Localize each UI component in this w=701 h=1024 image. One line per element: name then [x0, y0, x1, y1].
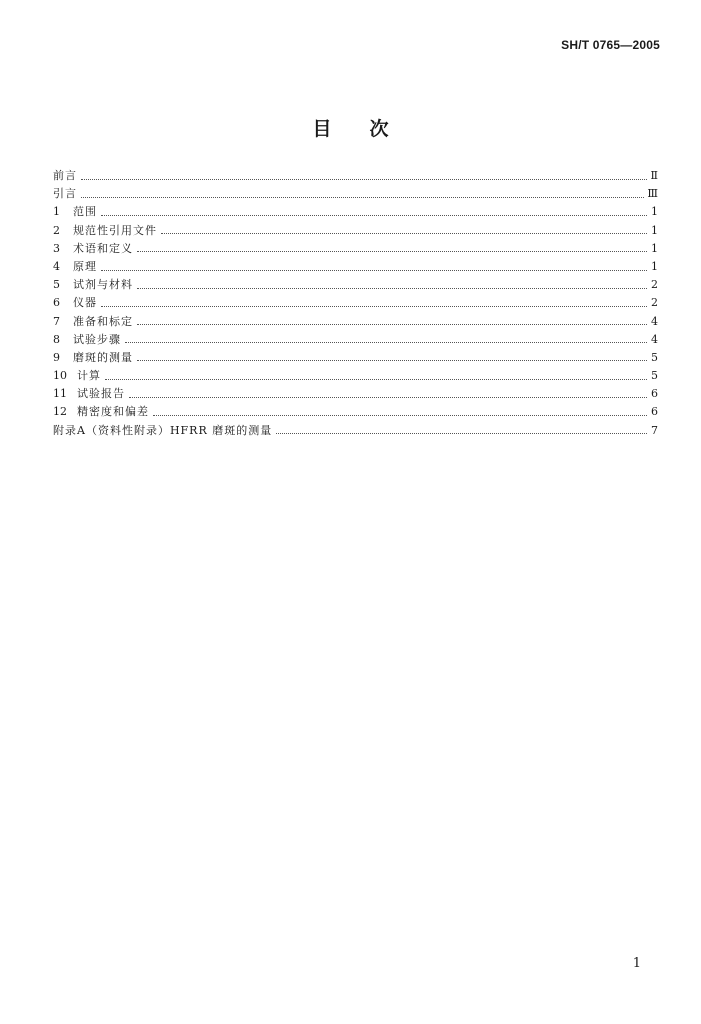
toc-entry-12[interactable]	[53, 403, 658, 421]
toc-entry-1[interactable]	[53, 203, 658, 221]
toc-entry-2[interactable]	[53, 222, 658, 240]
toc-leader-dots	[81, 179, 647, 180]
toc-entry-number: 1	[53, 205, 60, 219]
toc-entry-11[interactable]	[53, 385, 658, 403]
toc-entry-annex-a[interactable]	[53, 422, 658, 440]
toc-leader-dots	[137, 360, 647, 361]
toc-entry-page: 7	[651, 423, 658, 437]
toc-entry-foreword[interactable]	[53, 167, 658, 185]
toc-entry-number: 2	[53, 223, 60, 237]
toc-leader-dots	[153, 415, 647, 416]
toc-entry-label: 范围	[73, 205, 97, 219]
toc-leader-dots	[125, 342, 647, 343]
toc-entry-5[interactable]	[53, 276, 658, 294]
toc-entry-label: 准备和标定	[73, 314, 133, 328]
toc-leader-dots	[276, 433, 647, 434]
toc-entry-4[interactable]	[53, 258, 658, 276]
toc-entry-label: 附录A（资料性附录）HFRR 磨斑的测量	[53, 423, 273, 437]
toc-entry-3[interactable]	[53, 240, 658, 258]
toc-entry-number: 7	[53, 314, 60, 328]
toc-leader-dots	[101, 215, 647, 216]
toc-leader-dots	[137, 288, 647, 289]
toc-leader-dots	[129, 397, 647, 398]
toc-entry-page: Ⅲ	[647, 187, 658, 201]
toc-entry-6[interactable]	[53, 294, 658, 312]
document-code: SH/T 0765—2005	[561, 38, 660, 52]
toc-leader-dots	[105, 379, 647, 380]
toc-entry-number: 4	[53, 259, 60, 273]
toc-leader-dots	[161, 233, 647, 234]
toc-leader-dots	[101, 306, 647, 307]
toc-entry-page: 6	[651, 405, 658, 419]
toc-entry-label: 精密度和偏差	[77, 405, 149, 419]
toc-entry-number: 6	[53, 296, 60, 310]
toc-leader-dots	[101, 270, 647, 271]
toc-entry-number: 12	[53, 405, 67, 419]
title-char-2: 次	[369, 118, 389, 140]
toc-entry-label: 原理	[73, 259, 97, 273]
toc-entry-introduction[interactable]	[53, 185, 658, 203]
toc-entry-label: 磨斑的测量	[73, 350, 133, 364]
toc-entry-number: 9	[53, 350, 60, 364]
toc-entry-page: Ⅱ	[650, 169, 658, 182]
toc-entry-page: 4	[651, 332, 658, 346]
toc-entry-label: 试验步骤	[73, 332, 121, 346]
toc-leader-dots	[81, 197, 644, 198]
toc-entry-label: 规范性引用文件	[73, 223, 157, 237]
toc-entry-label: 术语和定义	[73, 241, 133, 255]
toc-entry-page: 1	[651, 223, 658, 237]
title-char-1: 目	[312, 118, 332, 140]
toc-entry-page: 1	[651, 241, 658, 255]
toc-leader-dots	[137, 324, 647, 325]
toc-entry-7[interactable]	[53, 313, 658, 331]
toc-entry-label: 引言	[53, 187, 77, 201]
toc-entry-number: 3	[53, 241, 60, 255]
toc-entry-label: 试剂与材料	[73, 278, 133, 292]
toc-entry-number: 11	[53, 387, 67, 401]
toc-entry-label: 前言	[53, 169, 77, 182]
toc-entry-page: 6	[651, 387, 658, 401]
toc-entry-number: 8	[53, 332, 60, 346]
toc-entry-label: 计算	[77, 369, 101, 383]
toc-entry-number: 5	[53, 278, 60, 292]
toc-entry-page: 5	[651, 369, 658, 383]
toc-entry-10[interactable]	[53, 367, 658, 385]
toc-entry-page: 2	[651, 296, 658, 310]
toc-entry-label: 仪器	[73, 296, 97, 310]
toc-entry-8[interactable]	[53, 331, 658, 349]
page-title	[0, 114, 701, 141]
table-of-contents	[53, 167, 658, 440]
toc-leader-dots	[137, 251, 647, 252]
page-number: 1	[632, 956, 641, 971]
toc-entry-page: 4	[651, 314, 658, 328]
toc-entry-label: 试验报告	[77, 387, 125, 401]
toc-entry-page: 1	[651, 205, 658, 219]
toc-entry-page: 5	[651, 350, 658, 364]
toc-entry-9[interactable]	[53, 349, 658, 367]
toc-entry-number: 10	[53, 369, 67, 383]
toc-entry-page: 2	[651, 278, 658, 292]
toc-entry-page: 1	[651, 259, 658, 273]
